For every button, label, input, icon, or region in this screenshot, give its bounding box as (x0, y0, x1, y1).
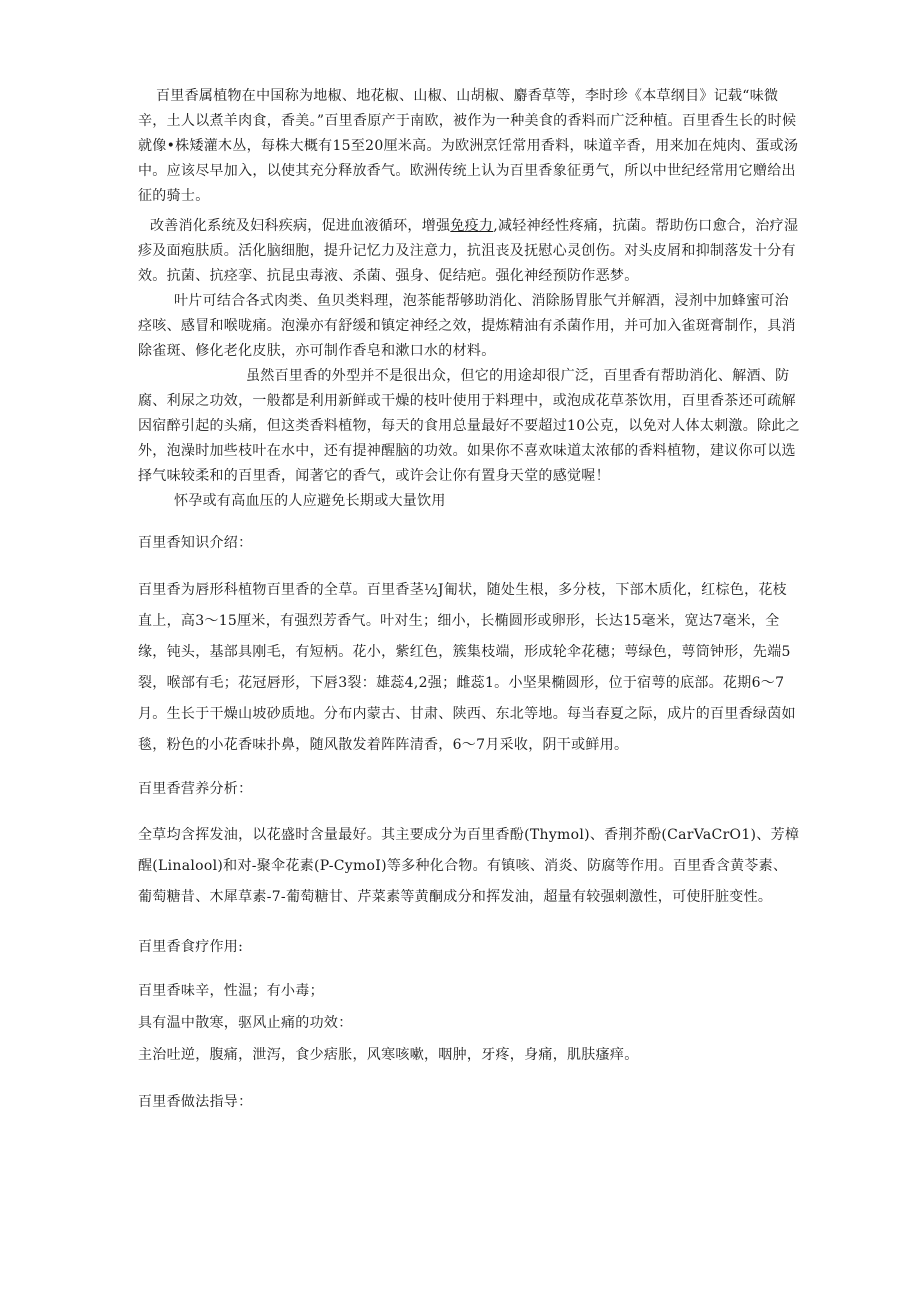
therapy-line-1: 百里香味辛，性温；有小毒； (138, 983, 324, 999)
intro-paragraph-2-start: 改善消化系统及妇科疾病，促进血液循环，增强 (150, 218, 451, 234)
intro-paragraph-3: 叶片可结合各式肉类、鱼贝类料理，泡茶能帮够助消化、消除肠胃胀气并解酒，浸剂中加蜂蜜可治痉咳、感冒和喉咙痛。泡澡亦有舒缓和镇定神经之效，提炼精油有杀菌作用，并可加入雀斑膏制作，具消除雀斑、修化老化皮肤，亦可制作香皂和漱口水的材料。 (138, 293, 796, 359)
intro-paragraph-5: 怀孕或有高血压的人应避免长期或大量饮用 (174, 493, 446, 509)
method-heading: 百里香做法指导： (138, 1094, 253, 1110)
therapy-heading: 百里香食疗作用: (138, 939, 244, 955)
nutrition-section (138, 820, 800, 913)
intro-paragraph-4: 虽然百里香的外型并不是很出众，但它的用途却很广泛，百里香有帮助消化、解酒、防腐、利尿之功效，一般都是利用新鲜或干燥的枝叶使用于料理中，或泡成花草茶饮用，百里香茶还可疏解因宿醉引起的头痛，但这类香料植物，每天的食用总量最好不要超过10公克，以免对人体太刺激。除此之外，泡澡时加些枝叶在水中，还有提神醒脑的功效。如果你不喜欢味道太浓郁的香料植物，建议你可以选择气味较柔和的百里香，闻著它的香气，或许会让你有置身天堂的感觉喔！ (138, 368, 800, 484)
immunity-link[interactable]: 免疫力 (450, 218, 494, 234)
knowledge-heading: 百里香知识介绍： (138, 535, 253, 551)
knowledge-section (138, 575, 800, 761)
therapy-line-3: 主治吐逆，腹痛，泄泻，食少痞胀，风寒咳嗽，咽肿，牙疼，身痛，肌肤瘙痒。 (138, 1047, 639, 1063)
nutrition-paragraph: 全草均含挥发油，以花盛时含量最好。其主要成分为百里香酚(Thymol)、香荆芥酚(CarVaCrO1)、芳樟醒(Linalool)和对-聚伞花素(P-CymoI)等多种化合物。有镇咳、消炎、防腐等作用。百里香含黄苓素、葡萄糖昔、木犀草素-7-葡萄糖甘、芹菜素等黄酮成分和挥发油，超量有较强刺激性，可使肝脏变性。 (138, 827, 800, 905)
intro-paragraph-2 (138, 214, 800, 289)
knowledge-paragraph: 百里香为唇形科植物百里香的全草。百里香茎½J匍状，随处生根，多分枝，下部木质化，红棕色，花枝直上，高3～15厘米，有强烈芳香气。叶对生；细小，长椭圆形或卵形，长达15毫米，宽达7毫米，全缘，钝头，基部具刚毛，有短柄。花小，紫红色，簇集枝端，形成轮伞花穗；萼绿色，萼筒钟形，先端5裂，喉部有毛；花冠唇形，下唇3裂：雄蕊4,2强；雌蕊1。小坚果椭圆形，位于宿萼的底部。花期6～7月。生长于干燥山坡砂质地。分布内蒙古、甘肃、陕西、东北等地。每当春夏之际，成片的百里香绿茵如毯，粉色的小花香味扑鼻，随风散发着阵阵清香，6～7月采收，阴干或鲜用。 (138, 582, 796, 753)
intro-section (138, 84, 800, 514)
intro-paragraph-1: 百里香属植物在中国称为地椒、地花椒、山椒、山胡椒、麝香草等，李时珍《本草纲目》记载“味微辛，土人以煮羊肉食，香美。”百里香原产于南欧，被作为一种美食的香料而广泛种植。百里香生长的时候就像•株矮灌木丛，每株大概有15至20厘米高。为欧洲烹饪常用香料，味道辛香，用来加在炖肉、蛋或汤中。应该尽早加入，以使其充分释放香气。欧洲传统上认为百里香象征勇气，所以中世纪经常用它赠给出征的骑士。 (138, 88, 799, 204)
therapy-line-2: 具有温中散寒，驱风止痛的功效： (138, 1015, 353, 1031)
nutrition-heading: 百里香营养分析： (138, 781, 253, 797)
intro-paragraph-2-end: ,减轻神经性疼痛，抗菌。帮助伤口愈合，治疗湿疹及面疱肤质。活化脑细胞，提升记忆力及注意力，抗沮丧及抚慰心灵创伤。对头皮屑和抑制落发十分有效。抗菌、抗痉挛、抗昆虫毒液、杀菌、强身、促结疤。强化神经预防作恶梦。 (138, 218, 799, 284)
